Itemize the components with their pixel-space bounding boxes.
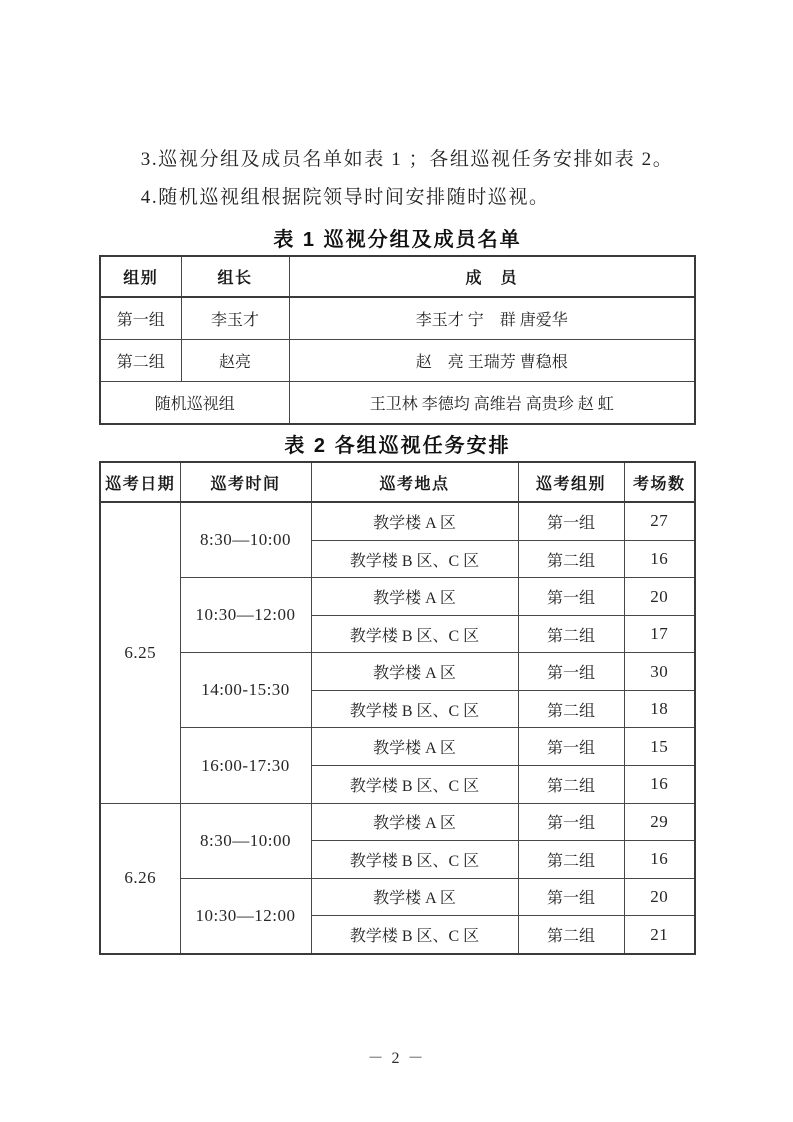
table-row (100, 578, 695, 616)
header-cell-date: 巡考日期 (100, 462, 180, 502)
leader-cell: 赵亮 (181, 340, 289, 382)
room-count-cell: 17 (624, 615, 695, 653)
place-cell: 教学楼 A 区 (311, 803, 518, 841)
table-row (100, 340, 695, 382)
body-paragraphs (99, 141, 699, 217)
time-cell: 10:30—12:00 (180, 878, 311, 954)
time-cell: 8:30—10:00 (180, 803, 311, 878)
place-cell: 教学楼 A 区 (311, 653, 518, 691)
patrol-group-cell: 第一组 (518, 803, 624, 841)
patrol-group-cell: 第二组 (518, 690, 624, 728)
group-cell: 第一组 (100, 297, 181, 340)
room-count-cell: 18 (624, 690, 695, 728)
leader-cell: 李玉才 (181, 297, 289, 340)
room-count-cell: 16 (624, 766, 695, 804)
members-cell: 赵 亮 王瑞芳 曹稳根 (289, 340, 695, 382)
room-count-cell: 30 (624, 653, 695, 691)
table-row (100, 878, 695, 916)
table-row (100, 297, 695, 340)
date-cell: 6.25 (100, 502, 180, 803)
header-cell-group: 组别 (100, 256, 181, 297)
header-cell-leader: 组长 (181, 256, 289, 297)
schedule-table (99, 461, 696, 955)
table-row (100, 803, 695, 841)
patrol-group-cell: 第一组 (518, 502, 624, 540)
group-cell: 第二组 (100, 340, 181, 382)
date-cell: 6.26 (100, 803, 180, 954)
table-row (100, 502, 695, 540)
room-count-cell: 16 (624, 841, 695, 879)
patrol-group-cell: 第二组 (518, 615, 624, 653)
time-cell: 10:30—12:00 (180, 578, 311, 653)
patrol-group-cell: 第二组 (518, 540, 624, 578)
table-row (100, 728, 695, 766)
table-row (100, 381, 695, 424)
header-cell-time: 巡考时间 (180, 462, 311, 502)
room-count-cell: 27 (624, 502, 695, 540)
table-header-row (100, 256, 695, 297)
body-paragraph-4: 4.随机巡视组根据院领导时间安排随时巡视。 (140, 187, 550, 208)
members-cell: 李玉才 宁 群 唐爱华 (289, 297, 695, 340)
place-cell: 教学楼 A 区 (311, 878, 518, 916)
header-cell-room-count: 考场数 (624, 462, 695, 502)
group-cell: 随机巡视组 (100, 381, 289, 424)
patrol-group-cell: 第一组 (518, 578, 624, 616)
patrol-group-cell: 第一组 (518, 728, 624, 766)
room-count-cell: 20 (624, 578, 695, 616)
room-count-cell: 20 (624, 878, 695, 916)
table1-caption: 表 1 巡视分组及成员名单 (273, 229, 522, 251)
patrol-group-cell: 第二组 (518, 766, 624, 804)
time-cell: 14:00-15:30 (180, 653, 311, 728)
table-header-row (100, 462, 695, 502)
patrol-group-cell: 第一组 (518, 653, 624, 691)
page-number: － 2 － (367, 1050, 426, 1067)
place-cell: 教学楼 B 区、C 区 (311, 540, 518, 578)
room-count-cell: 15 (624, 728, 695, 766)
place-cell: 教学楼 B 区、C 区 (311, 690, 518, 728)
place-cell: 教学楼 B 区、C 区 (311, 766, 518, 804)
table-row (100, 653, 695, 691)
place-cell: 教学楼 B 区、C 区 (311, 841, 518, 879)
room-count-cell: 21 (624, 916, 695, 954)
body-paragraph-3: 3.巡视分组及成员名单如表 1 ；各组巡视任务安排如表 2。 (140, 149, 674, 170)
place-cell: 教学楼 A 区 (311, 578, 518, 616)
room-count-cell: 16 (624, 540, 695, 578)
patrol-group-cell: 第二组 (518, 841, 624, 879)
header-cell-patrol-group: 巡考组别 (518, 462, 624, 502)
place-cell: 教学楼 B 区、C 区 (311, 615, 518, 653)
members-table (99, 255, 696, 425)
table2-caption: 表 2 各组巡视任务安排 (284, 435, 511, 457)
patrol-group-cell: 第一组 (518, 878, 624, 916)
place-cell: 教学楼 A 区 (311, 502, 518, 540)
time-cell: 16:00-17:30 (180, 728, 311, 803)
patrol-group-cell: 第二组 (518, 916, 624, 954)
header-cell-place: 巡考地点 (311, 462, 518, 502)
place-cell: 教学楼 B 区、C 区 (311, 916, 518, 954)
header-cell-members: 成 员 (289, 256, 695, 297)
time-cell: 8:30—10:00 (180, 502, 311, 578)
place-cell: 教学楼 A 区 (311, 728, 518, 766)
room-count-cell: 29 (624, 803, 695, 841)
members-cell: 王卫林 李德均 高维岩 高贵珍 赵 虹 (289, 381, 695, 424)
